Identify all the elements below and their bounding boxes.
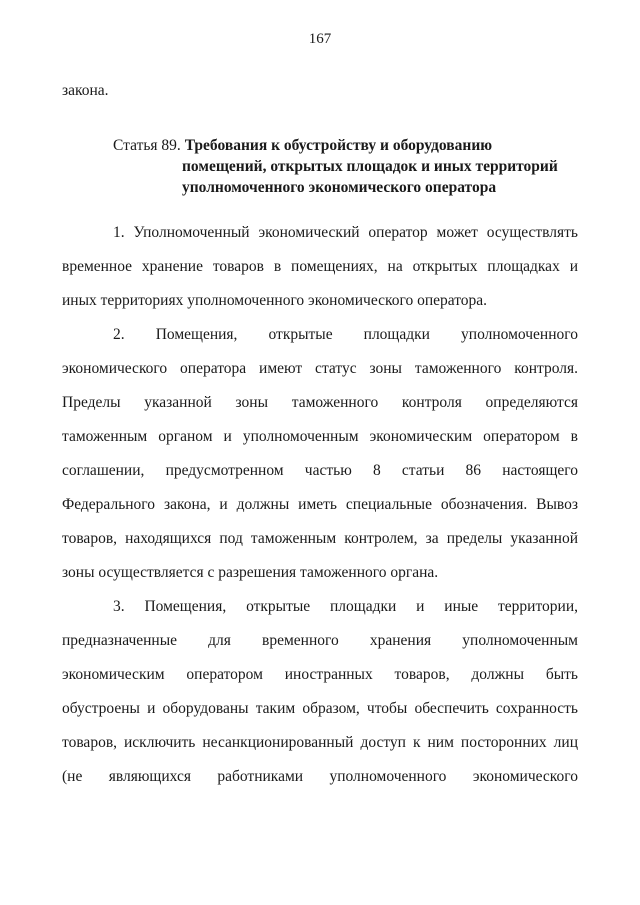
paragraph-2-line-1: 2. Помещения, открытые площадки уполномоченного	[113, 326, 578, 343]
paragraph-2-line-8: зоны осуществляется с разрешения таможенного органа.	[62, 564, 439, 581]
article-number-label: Статья 89.	[113, 137, 181, 154]
paragraph-2-line-4: таможенным органом и уполномоченным экономическим оператором в	[62, 428, 578, 445]
paragraph-3-line-6: (не являющихся работниками уполномоченного экономического	[62, 768, 578, 785]
paragraph-2-line-7: товаров, находящихся под таможенным контролем, за пределы указанной	[62, 530, 578, 547]
paragraph-2	[62, 318, 578, 590]
paragraph-2-line-6: Федерального закона, и должны иметь специальные обозначения. Вывоз	[62, 496, 578, 513]
paragraph-1-line-1: 1. Уполномоченный экономический оператор может осуществлять	[113, 224, 578, 241]
paragraph-1-line-3: иных территориях уполномоченного экономического оператора.	[62, 292, 488, 309]
paragraph-3	[62, 590, 578, 794]
paragraph-3-line-4: обустроены и оборудованы таким образом, чтобы обеспечить сохранность	[62, 700, 578, 717]
article-heading-line-1	[113, 135, 578, 156]
paragraph-3-line-3: экономическим оператором иностранных товаров, должны быть	[62, 666, 578, 683]
article-heading	[113, 135, 578, 198]
paragraph-2-line-5: соглашении, предусмотренном частью 8 статьи 86 настоящего	[62, 462, 578, 479]
page-number: 167	[308, 31, 332, 47]
article-title-part-1: Требования к обустройству и оборудованию	[184, 137, 493, 154]
carryover-text-line: закона.	[62, 82, 109, 99]
article-heading-line-3: уполномоченного экономического оператора	[182, 179, 497, 196]
paragraph-2-line-3: Пределы указанной зоны таможенного контроля определяются	[62, 394, 578, 411]
paragraph-1-line-2: временное хранение товаров в помещениях, на открытых площадках и	[62, 258, 578, 275]
paragraph-3-line-5: товаров, исключить несанкционированный доступ к ним посторонних лиц	[62, 734, 578, 751]
paragraph-3-line-2: предназначенные для временного хранения уполномоченным	[62, 632, 578, 649]
paragraph-3-line-1: 3. Помещения, открытые площадки и иные территории,	[113, 598, 578, 615]
paragraph-2-line-2: экономического оператора имеют статус зоны таможенного контроля.	[62, 360, 578, 377]
article-heading-line-2: помещений, открытых площадок и иных территорий	[182, 158, 558, 175]
paragraph-1	[62, 216, 578, 318]
